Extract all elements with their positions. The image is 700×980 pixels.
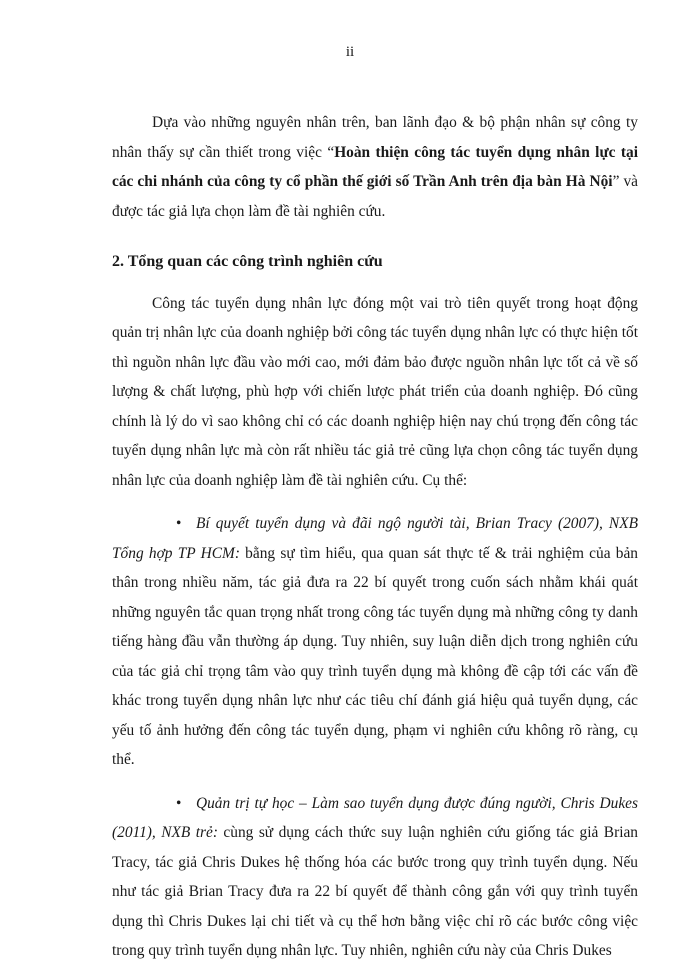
bullet-title: Quản trị tự học – Làm sao tuyển dụng được đúng người, Chris Dukes (2011), NXB trẻ: — [112, 794, 638, 841]
bullet-marker: • — [176, 794, 182, 812]
intro-paragraph — [112, 108, 638, 226]
bullet-title: Bí quyết tuyển dụng và đãi ngộ người tài, Brian Tracy (2007), NXB Tổng hợp TP HCM: — [112, 515, 638, 562]
section-heading: 2. Tổng quan các công trình nghiên cứu — [112, 253, 383, 270]
body-paragraph: Công tác tuyển dụng nhân lực đóng một vai trò tiên quyết trong hoạt động quản trị nhân lực của doanh nghiệp bởi công tác tuyển dụng nhân lực có thực hiện tốt thì nguồn nhân lực đầu vào mới cao, mới đảm bảo được nguồn nhân lực tốt cả về số lượng & chất lượng, phù hợp với chiến lược phát triển của doanh nghiệp. Đó cũng chính là lý do vì sao không chỉ có các doanh nghiệp hiện nay chú trọng đến công tác tuyển dụng nhân lực mà còn rất nhiều tác giả trẻ cũng lựa chọn công tác tuyển dụng nhân lực của doanh nghiệp làm đề tài nghiên cứu. Cụ thể: — [112, 294, 638, 489]
document-body — [112, 108, 638, 980]
bullet-text: cùng sử dụng cách thức suy luận nghiên cứu giống tác giả Brian Tracy, tác giả Chris Dukes hệ thống hóa các bước trong quy trình tuyển dụng. Nếu như tác giả Brian Tracy đưa ra 22 bí quyết để thành công gắn với quy trình tuyển dụng thì Chris Dukes lại chi tiết và cụ thể hơn bằng việc chỉ rõ các bước công việc trong quy trình tuyển dụng nhân lực. Tuy nhiên, nghiên cứu này của Chris Dukes — [112, 824, 638, 959]
intro-quote-open: “ — [327, 143, 335, 161]
page-number: ii — [345, 44, 355, 60]
intro-quote-close: ” — [612, 173, 620, 190]
intro-text-before: Dựa vào những nguyên nhân trên, ban lãnh đạo & bộ phận nhân sự công ty nhân thấy sự cần thiết trong việc — [112, 114, 638, 161]
intro-bold-title: Hoàn thiện công tác tuyển dụng nhân lực tại các chi nhánh của công ty cổ phần thế giới số Trần Anh trên địa bàn Hà Nội — [112, 143, 638, 190]
intro-text-after: và được tác giả lựa chọn làm đề tài nghiên cứu. — [112, 173, 639, 220]
bullet-text: bằng sự tìm hiểu, qua quan sát thực tế & trải nghiệm của bản thân trong nhiều năm, tác giả đưa ra 22 bí quyết trong cuốn sách nhằm khái quát những nguyên tắc quan trọng nhất trong công tác tuyển dụng mà những công ty danh tiếng hàng đầu vẫn thường áp dụng. Tuy nhiên, suy luận diễn dịch trong nghiên cứu của tác giả chỉ trọng tâm vào quy trình tuyển dụng mà không đề cập tới các vấn đề khác trong tuyển dụng nhân lực như các tiêu chí đánh giá hiệu quả tuyển dụng, các yếu tố ảnh hưởng đến công tác tuyển dụng, phạm vi nghiên cứu không rõ ràng, cụ thể. — [112, 544, 638, 768]
bullet-item — [112, 789, 638, 966]
bullet-item — [112, 509, 638, 775]
bullet-marker: • — [176, 515, 182, 532]
